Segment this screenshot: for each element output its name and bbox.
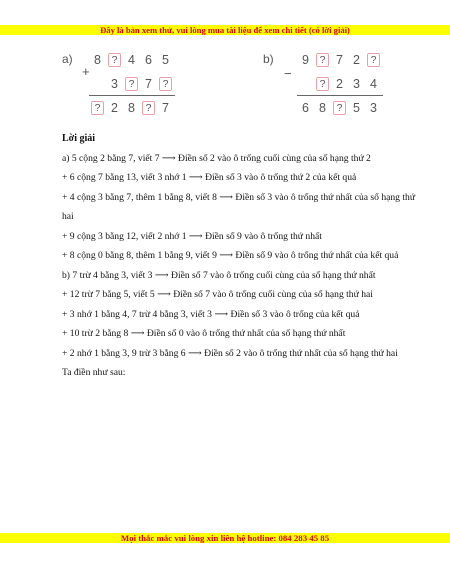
solution-line: b) 7 trừ 4 bằng 3, viết 3 ⟶ Điền số 7 vào ô trống cuối cùng của số hạng thứ nhất (62, 269, 376, 281)
hotline-banner-text: Mọi thắc mắc vui lòng xin liên hệ hotline: 084 283 45 85 (120, 533, 330, 543)
blank-digit-box: ? (367, 53, 380, 67)
solution-line: Ta điền như sau: (62, 367, 126, 378)
digit: 9 (302, 53, 309, 67)
preview-banner-text: Đây là bản xem thử, vui lòng mua tài liệu để xem chi tiết (có lời giải) (100, 25, 350, 35)
digit: 3 (370, 101, 377, 115)
digit: 4 (370, 77, 377, 91)
solution-line: + 9 cộng 3 bằng 12, viết 2 nhớ 1 ⟶ Điền số 9 vào ô trống thứ nhất (62, 230, 322, 242)
digit: 5 (353, 101, 360, 115)
blank-digit-box: ? (333, 101, 346, 115)
digit: 3 (353, 77, 360, 91)
blank-digit-box: ? (159, 77, 172, 91)
solution-line: + 3 nhớ 1 bằng 4, 7 trừ 4 bằng 3, viết 3 ⟶ Điền số 3 vào ô trống của kết quả (62, 308, 360, 320)
digit: 7 (336, 53, 343, 67)
solution-line: + 12 trừ 7 bằng 5, viết 5 ⟶ Điền số 7 vào ô trống cuối cùng của số hạng thứ hai (62, 289, 373, 300)
blank-digit-box: ? (108, 53, 121, 67)
digit: 2 (111, 101, 118, 115)
blank-digit-box: ? (142, 101, 155, 115)
digit: 2 (353, 53, 360, 67)
blank-digit-box: ? (125, 77, 138, 91)
problem-b-rule (297, 95, 383, 96)
digit: 4 (128, 53, 135, 67)
digit: 7 (162, 101, 169, 115)
solution-line: + 2 nhớ 1 bằng 3, 9 trừ 3 bằng 6 ⟶ Điền số 2 vào ô trống thứ nhất của số hạng thứ hai (62, 347, 398, 359)
digit: 6 (145, 53, 152, 67)
solution-line: + 4 cộng 3 bằng 7, thêm 1 bằng 8, viết 8 ⟶ Điền số 3 vào ô trống thứ nhất của số hạng thứ hai (62, 191, 416, 222)
solution (62, 129, 417, 383)
preview-banner (0, 25, 450, 35)
problem-a-operator: + (82, 64, 90, 79)
blank-digit-box: ? (316, 77, 329, 91)
digit: 8 (94, 53, 101, 67)
solution-title: Lời giải (62, 133, 96, 144)
digit: 7 (145, 77, 152, 91)
digit: 8 (319, 101, 326, 115)
solution-line: + 10 trừ 2 bằng 8 ⟶ Điền số 0 vào ô trống thứ nhất của số hạng thứ nhất (62, 328, 346, 339)
solution-line: + 6 cộng 7 bằng 13, viết 3 nhớ 1 ⟶ Điền số 3 vào ô trống thứ 2 của kết quả (62, 172, 357, 183)
solution-line: a) 5 cộng 2 bằng 7, viết 7 ⟶ Điền số 2 vào ô trống cuối cùng của số hạng thứ 2 (62, 152, 371, 164)
hotline-banner (0, 533, 450, 543)
digit: 2 (336, 77, 343, 91)
problem-b-operator: − (284, 66, 292, 81)
problem-a-label: a) (62, 52, 73, 66)
solution-line: + 8 cộng 0 bằng 8, thêm 1 bằng 9, viết 9 ⟶ Điền số 9 vào ô trống thứ nhất của kết quả (62, 250, 399, 261)
digit: 3 (111, 77, 118, 91)
digit: 8 (128, 101, 135, 115)
problem-b-label: b) (263, 52, 274, 66)
problem-a-rule (89, 95, 175, 96)
blank-digit-box: ? (91, 101, 104, 115)
blank-digit-box: ? (316, 53, 329, 67)
digit: 6 (302, 101, 309, 115)
digit: 5 (162, 53, 169, 67)
